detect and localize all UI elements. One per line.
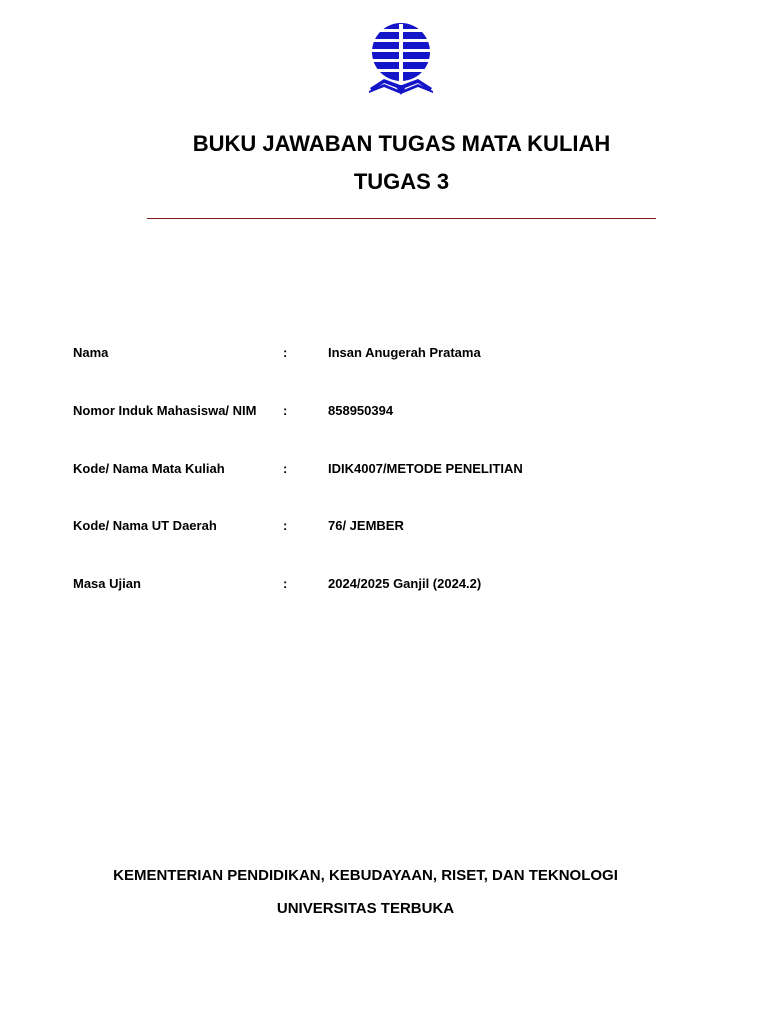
info-label: Nama: [73, 345, 109, 360]
info-separator: :: [283, 403, 288, 418]
universitas-terbuka-logo-icon: [366, 22, 436, 96]
info-separator: :: [283, 461, 288, 476]
info-value: 76/ JEMBER: [328, 518, 404, 533]
info-value: IDIK4007/METODE PENELITIAN: [328, 461, 523, 476]
document-subtitle: TUGAS 3: [353, 169, 450, 194]
title-divider: [147, 218, 656, 219]
info-label: Nomor Induk Mahasiswa/ NIM: [73, 403, 257, 418]
info-value: Insan Anugerah Pratama: [328, 345, 481, 360]
info-label: Kode/ Nama Mata Kuliah: [73, 461, 225, 476]
ministry-name: KEMENTERIAN PENDIDIKAN, KEBUDAYAAN, RISET, DAN TEKNOLOGI: [113, 867, 618, 884]
info-separator: :: [283, 345, 288, 360]
info-separator: :: [283, 576, 288, 591]
info-value: 858950394: [328, 403, 394, 418]
info-label: Kode/ Nama UT Daerah: [73, 518, 217, 533]
info-separator: :: [283, 518, 288, 533]
university-name: UNIVERSITAS TERBUKA: [276, 900, 455, 917]
info-value: 2024/2025 Ganjil (2024.2): [328, 576, 482, 591]
info-label: Masa Ujian: [73, 576, 141, 591]
document-title: BUKU JAWABAN TUGAS MATA KULIAH: [192, 131, 611, 156]
